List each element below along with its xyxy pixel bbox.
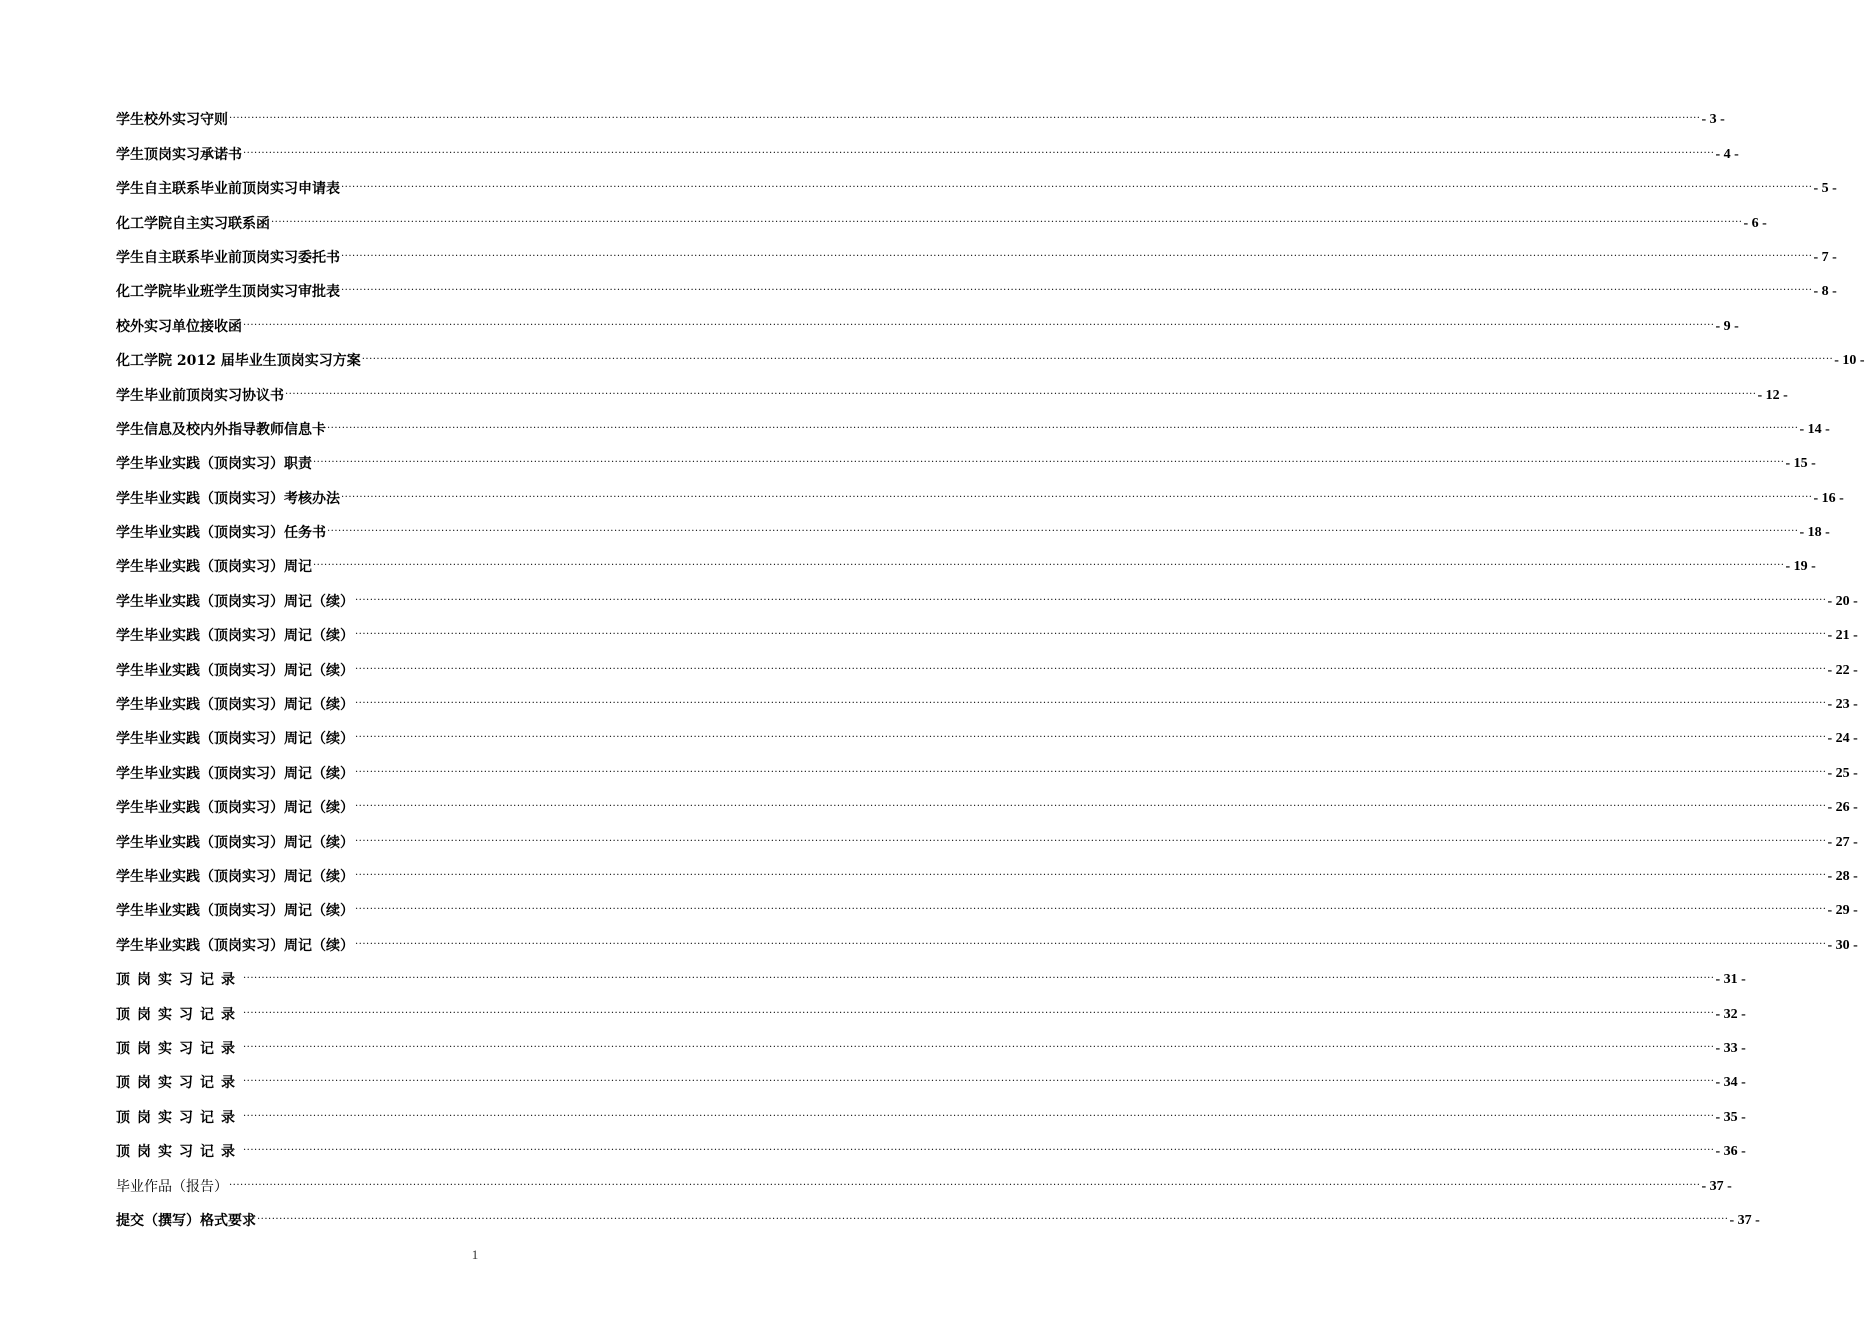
toc-entry[interactable] [116,199,1767,233]
toc-entry[interactable] [116,715,1858,749]
toc-dot-leader: ................................................................................................................................................................................................................................................................................................................................................................................................................ [257,1210,1729,1222]
toc-entry-page: - 33 - [1715,1040,1746,1056]
toc-dot-leader: ................................................................................................................................................................................................................................................................................................................................................................................................................ [355,695,1827,707]
toc-entry-page: - 31 - [1715,972,1746,988]
toc-dot-leader: ................................................................................................................................................................................................................................................................................................................................................................................................................ [355,901,1827,913]
toc-dot-leader: ................................................................................................................................................................................................................................................................................................................................................................................................................ [243,1107,1715,1119]
toc-entry-title: 顶岗实习记录 [116,1144,242,1161]
toc-entry[interactable] [116,474,1844,508]
toc-entry[interactable] [116,1059,1746,1093]
toc-dot-leader: ................................................................................................................................................................................................................................................................................................................................................................................................................ [313,454,1785,466]
toc-dot-leader: ................................................................................................................................................................................................................................................................................................................................................................................................................ [243,316,1715,328]
toc-entry-title: 学生毕业实践（顶岗实习）周记（续） [116,628,354,645]
toc-entry-title: 化工学院自主实习联系函 [116,215,270,232]
toc-entry[interactable] [116,818,1858,852]
toc-entry-title: 化工学院 2012 届毕业生顶岗实习方案 [116,353,361,370]
toc-entry[interactable] [116,130,1739,164]
toc-entry[interactable] [116,853,1858,887]
toc-entry-page: - 20 - [1827,593,1858,609]
toc-entry-title: 提交（撰写）格式要求 [116,1212,256,1229]
toc-entry-page: - 4 - [1715,146,1739,162]
toc-entry-title: 学生毕业实践（顶岗实习）周记（续） [116,593,354,610]
toc-entry-title: 顶岗实习记录 [116,1006,242,1023]
page-number: 1 [471,1247,479,1262]
toc-dot-leader: ................................................................................................................................................................................................................................................................................................................................................................................................................ [341,488,1813,500]
toc-dot-leader: ................................................................................................................................................................................................................................................................................................................................................................................................................ [355,591,1827,603]
toc-entry[interactable] [116,268,1837,302]
toc-entry-page: - 32 - [1715,1006,1746,1022]
toc-dot-leader: ................................................................................................................................................................................................................................................................................................................................................................................................................ [229,110,1701,122]
toc-entry[interactable] [116,887,1858,921]
toc-entry-title: 化工学院毕业班学生顶岗实习审批表 [116,284,340,301]
toc-entry-title: 学生毕业实践（顶岗实习）周记（续） [116,800,354,817]
toc-entry-page: - 14 - [1799,421,1830,437]
toc-entry[interactable] [116,440,1816,474]
toc-entry-title: 学生毕业实践（顶岗实习）周记（续） [116,903,354,920]
toc-entry-page: - 34 - [1715,1075,1746,1091]
toc-entry-page: - 7 - [1813,249,1837,265]
toc-dot-leader: ................................................................................................................................................................................................................................................................................................................................................................................................................ [361,351,1834,363]
toc-entry-page: - 30 - [1827,937,1858,953]
toc-entry-page: - 27 - [1827,834,1858,850]
toc-entry-page: - 18 - [1799,525,1830,541]
toc-entry[interactable] [116,337,1865,371]
toc-dot-leader: ................................................................................................................................................................................................................................................................................................................................................................................................................ [355,763,1827,775]
toc-entry-title: 学生毕业实践（顶岗实习）周记（续） [116,868,354,885]
toc-entry[interactable] [116,234,1837,268]
toc-dot-leader: ................................................................................................................................................................................................................................................................................................................................................................................................................ [355,798,1827,810]
toc-entry-page: - 23 - [1827,697,1858,713]
toc-dot-leader: ................................................................................................................................................................................................................................................................................................................................................................................................................ [341,282,1813,294]
toc-entry[interactable] [116,681,1858,715]
toc-dot-leader: ................................................................................................................................................................................................................................................................................................................................................................................................................ [243,970,1715,982]
toc-entry-page: - 12 - [1757,387,1788,403]
toc-entry-page: - 8 - [1813,284,1837,300]
toc-entry-page: - 3 - [1701,112,1725,128]
toc-entry-title: 学生毕业前顶岗实习协议书 [116,387,284,404]
toc-entry-title: 顶岗实习记录 [116,1109,242,1126]
toc-entry[interactable] [116,749,1858,783]
toc-entry[interactable] [116,302,1739,336]
toc-entry-title: 顶岗实习记录 [116,972,242,989]
toc-entry-title: 学生毕业实践（顶岗实习）周记（续） [116,937,354,954]
toc-entry-page: - 24 - [1827,731,1858,747]
toc-entry-page: - 28 - [1827,868,1858,884]
toc-entry[interactable] [116,921,1858,955]
toc-dot-leader: ................................................................................................................................................................................................................................................................................................................................................................................................................ [341,179,1813,191]
toc-entry[interactable] [116,1128,1746,1162]
toc-entry-page: - 37 - [1729,1212,1760,1228]
toc-dot-leader: ................................................................................................................................................................................................................................................................................................................................................................................................................ [229,1176,1701,1188]
toc-entry[interactable] [116,1162,1732,1196]
toc-dot-leader: ................................................................................................................................................................................................................................................................................................................................................................................................................ [285,385,1757,397]
toc-entry-page: - 5 - [1813,181,1837,197]
toc-entry-page: - 19 - [1785,559,1816,575]
table-of-contents [116,96,1865,1231]
toc-dot-leader: ................................................................................................................................................................................................................................................................................................................................................................................................................ [355,832,1827,844]
toc-entry-page: - 25 - [1827,765,1858,781]
toc-entry[interactable] [116,577,1858,611]
toc-entry-title: 校外实习单位接收函 [116,318,242,335]
toc-dot-leader: ................................................................................................................................................................................................................................................................................................................................................................................................................ [341,247,1813,259]
toc-entry-title: 学生毕业实践（顶岗实习）周记（续） [116,765,354,782]
toc-entry-page: - 9 - [1715,318,1739,334]
toc-dot-leader: ................................................................................................................................................................................................................................................................................................................................................................................................................ [355,729,1827,741]
toc-entry-title: 顶岗实习记录 [116,1075,242,1092]
toc-dot-leader: ................................................................................................................................................................................................................................................................................................................................................................................................................ [355,626,1827,638]
toc-dot-leader: ................................................................................................................................................................................................................................................................................................................................................................................................................ [243,1073,1715,1085]
toc-entry-title: 学生毕业实践（顶岗实习）周记（续） [116,731,354,748]
toc-entry[interactable] [116,165,1837,199]
toc-entry-title: 学生毕业实践（顶岗实习）周记（续） [116,662,354,679]
toc-entry-page: - 16 - [1813,490,1844,506]
toc-entry[interactable] [116,543,1816,577]
toc-dot-leader: ................................................................................................................................................................................................................................................................................................................................................................................................................ [327,419,1799,431]
toc-entry[interactable] [116,646,1858,680]
toc-entry-title: 学生毕业实践（顶岗实习）考核办法 [116,490,340,507]
toc-entry[interactable] [116,956,1746,990]
toc-entry-title: 学生自主联系毕业前顶岗实习委托书 [116,249,340,266]
toc-entry-page: - 26 - [1827,800,1858,816]
toc-entry[interactable] [116,371,1788,405]
toc-dot-leader: ................................................................................................................................................................................................................................................................................................................................................................................................................ [327,523,1799,535]
toc-entry-title: 毕业作品（报告） [116,1178,228,1195]
toc-entry-title: 学生毕业实践（顶岗实习）周记 [116,559,312,576]
toc-entry-title: 学生毕业实践（顶岗实习）职责 [116,456,312,473]
toc-entry-title: 学生校外实习守则 [116,112,228,129]
toc-dot-leader: ................................................................................................................................................................................................................................................................................................................................................................................................................ [355,935,1827,947]
toc-dot-leader: ................................................................................................................................................................................................................................................................................................................................................................................................................ [243,1038,1715,1050]
toc-entry[interactable] [116,612,1858,646]
toc-entry[interactable] [116,406,1830,440]
toc-entry-title: 学生毕业实践（顶岗实习）周记（续） [116,834,354,851]
toc-dot-leader: ................................................................................................................................................................................................................................................................................................................................................................................................................ [243,144,1715,156]
toc-entry-page: - 10 - [1834,353,1865,369]
toc-entry-title: 学生信息及校内外指导教师信息卡 [116,421,326,438]
toc-entry-page: - 22 - [1827,662,1858,678]
toc-entry-title: 学生毕业实践（顶岗实习）任务书 [116,525,326,542]
toc-entry-page: - 35 - [1715,1109,1746,1125]
toc-entry-title: 顶岗实习记录 [116,1040,242,1057]
toc-entry[interactable] [116,96,1725,130]
toc-entry[interactable] [116,1093,1746,1127]
toc-dot-leader: ................................................................................................................................................................................................................................................................................................................................................................................................................ [355,866,1827,878]
toc-dot-leader: ................................................................................................................................................................................................................................................................................................................................................................................................................ [355,660,1827,672]
toc-entry[interactable] [116,990,1746,1024]
toc-dot-leader: ................................................................................................................................................................................................................................................................................................................................................................................................................ [243,1142,1715,1154]
toc-entry-page: - 6 - [1743,215,1767,231]
toc-entry-page: - 29 - [1827,903,1858,919]
toc-entry[interactable] [116,509,1830,543]
toc-entry-title: 学生毕业实践（顶岗实习）周记（续） [116,697,354,714]
toc-dot-leader: ................................................................................................................................................................................................................................................................................................................................................................................................................ [271,213,1743,225]
toc-entry-page: - 37 - [1701,1178,1732,1194]
toc-entry[interactable] [116,1197,1760,1231]
toc-entry-page: - 36 - [1715,1144,1746,1160]
toc-dot-leader: ................................................................................................................................................................................................................................................................................................................................................................................................................ [313,557,1785,569]
toc-entry[interactable] [116,784,1858,818]
toc-entry-page: - 15 - [1785,456,1816,472]
toc-entry-title: 学生顶岗实习承诺书 [116,146,242,163]
toc-entry-title: 学生自主联系毕业前顶岗实习申请表 [116,181,340,198]
toc-dot-leader: ................................................................................................................................................................................................................................................................................................................................................................................................................ [243,1004,1715,1016]
toc-entry-page: - 21 - [1827,628,1858,644]
toc-entry[interactable] [116,1025,1746,1059]
